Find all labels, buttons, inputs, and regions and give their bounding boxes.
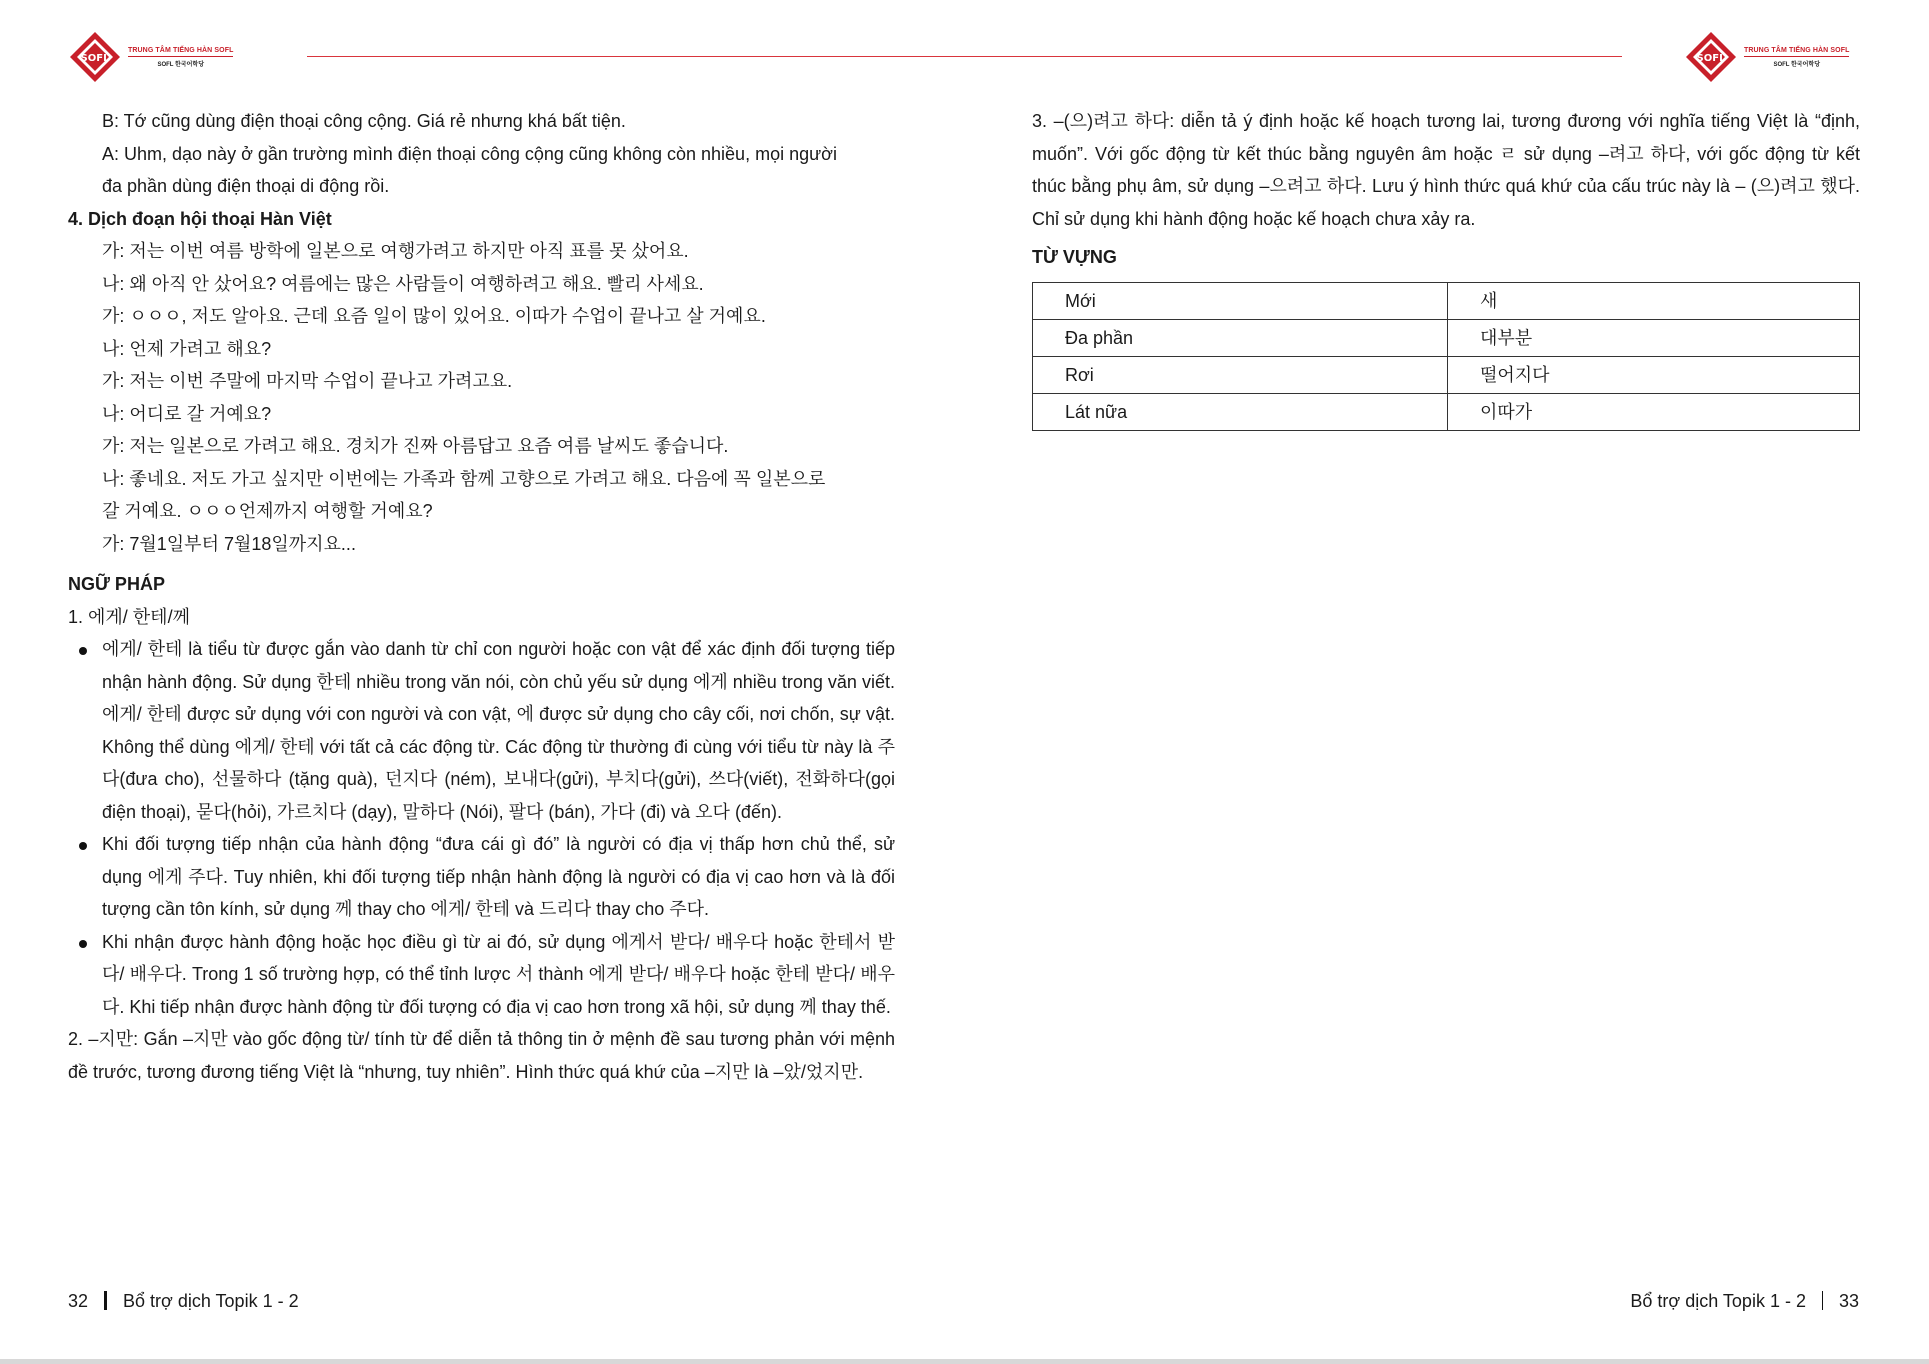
logo-right [1684, 30, 1849, 84]
footer-left [68, 1287, 299, 1315]
vocab-vi: Lát nữa [1033, 393, 1448, 430]
bullet-icon [79, 647, 87, 655]
vocab-ko: 떨어지다 [1448, 356, 1860, 393]
logo-mark-text: SOFL [80, 53, 110, 64]
logo-text [128, 47, 233, 68]
footer-right [1630, 1287, 1859, 1315]
vocab-vi: Rơi [1033, 356, 1448, 393]
korean-dialog-line: 가: 저는 이번 주말에 마지막 수업이 끝나고 가려고요. [102, 371, 513, 391]
logo-text [1744, 47, 1849, 68]
dialog-line: đa phần dùng điện thoại di động rồi. [102, 176, 390, 196]
korean-dialog-line: 갈 거예요. ㅇㅇㅇ언제까지 여행할 거예요? [102, 501, 433, 521]
korean-dialog-line: 가: 7월1일부터 7월18일까지요... [102, 533, 356, 554]
table-row [1033, 319, 1860, 356]
vocab-title: TỪ VỰNG [1032, 247, 1117, 267]
grammar3-paragraph: 3. –(으)려고 하다: diễn tả ý định hoặc kế hoạch tương lai, tương đương với nghĩa tiếng Việt là “định, muốn”. Với gốc động từ kết thúc bằng nguyên âm hoặc ㄹ sử dụng –려고 하다, với gốc động từ kết thúc bằng phụ âm, sử dụng –으려고 하다. Lưu ý hình thức quá khứ của cấu trúc này là – (으)려고 했다. Chỉ sử dụng khi hành động hoặc kế hoạch chưa xảy ra. [1032, 111, 1860, 229]
sofl-logo-icon [1684, 30, 1738, 84]
logo-name: TRUNG TÂM TIẾNG HÀN SOFL [128, 46, 234, 54]
vocab-ko: 새 [1448, 282, 1860, 319]
page-number-left: 32 [68, 1291, 89, 1311]
korean-dialog-line: 나: 좋네요. 저도 가고 싶지만 이번에는 가족과 함께 고향으로 가려고 해요. 다음에 꼭 일본으로 [102, 468, 826, 489]
vocab-vi: Đa phần [1033, 319, 1448, 356]
grammar1-title: 1. 에게/ 한테/께 [68, 606, 190, 627]
footer-title-right: Bổ trợ dịch Topik 1 - 2 [1630, 1291, 1806, 1311]
header-rule [307, 56, 1622, 57]
vocab-ko: 이따가 [1448, 393, 1860, 430]
vocab-vi: Mới [1033, 282, 1448, 319]
table-row [1033, 393, 1860, 430]
korean-dialog-line: 가: 저는 일본으로 가려고 해요. 경치가 진짜 아름답고 요즘 여름 날씨도 좋습니다. [102, 436, 729, 456]
korean-dialog-line: 나: 언제 가려고 해요? [102, 338, 272, 359]
logo-left [68, 30, 233, 84]
page-right [1032, 105, 1860, 431]
page-left [68, 105, 895, 1088]
vocab-table [1032, 282, 1860, 431]
dialog-line: B: Tớ cũng dùng điện thoại công cộng. Giá rẻ nhưng khá bất tiện. [102, 111, 626, 131]
grammar-bullet [68, 828, 895, 926]
logo-mark-text: SOFL [1696, 53, 1726, 64]
korean-dialog-line: 가: ㅇㅇㅇ, 저도 알아요. 근데 요즘 일이 많이 있어요. 이따가 수업이 끝나고 살 거예요. [102, 306, 766, 326]
grammar-bullet [68, 633, 895, 828]
page-number-right: 33 [1838, 1291, 1859, 1311]
grammar-bullet [68, 926, 895, 1024]
vocab-ko: 대부분 [1448, 319, 1860, 356]
bullet-icon [79, 940, 87, 948]
dialog-line: A: Uhm, dạo này ở gần trường mình điện thoại công cộng cũng không còn nhiều, mọi người [102, 143, 837, 164]
footer-divider [104, 1291, 107, 1310]
bullet-text: 에게/ 한테 là tiểu từ được gắn vào danh từ chỉ con người hoặc con vật để xác định đối tượng tiếp nhận hành động. Sử dụng 한테 nhiều trong văn nói, còn chủ yếu sử dụng 에게 nhiều trong văn viết. 에게/ 한테 được sử dụng với con người và con vật, 에 được sử dụng cho cây cối, nơi chốn, sự vật. Không thể dùng 에게/ 한테 với tất cả các động từ. Các động từ thường đi cùng với tiểu từ này là 주다(đưa cho), 선물하다 (tặng quà), 던지다 (ném), 보내다(gửi), 부치다(gửi), 쓰다(viết), 전화하다(gọi điện thoại), 묻다(hỏi), 가르치다 (dạy), 말하다 (Nói), 팔다 (bán), 가다 (đi) và 오다 (đến). [102, 639, 895, 822]
footer-title-left: Bổ trợ dịch Topik 1 - 2 [123, 1291, 299, 1311]
logo-name: TRUNG TÂM TIẾNG HÀN SOFL [1744, 46, 1850, 54]
section4-title: 4. Dịch đoạn hội thoại Hàn Việt [68, 208, 332, 229]
bullet-text: Khi nhận được hành động hoặc học điều gì từ ai đó, sử dụng 에게서 받다/ 배우다 hoặc 한테서 받다/ 배우다. Trong 1 số trường hợp, có thể tỉnh lược 서 thành 에게 받다/ 배우다 hoặc 한테 받다/ 배우다. Khi tiếp nhận được hành động từ đối tượng có địa vị cao hơn trong xã hội, sử dụng 께 thay thế. [102, 931, 895, 1017]
korean-dialog-line: 가: 저는 이번 여름 방학에 일본으로 여행가려고 하지만 아직 표를 못 샀어요. [102, 241, 689, 261]
bottom-edge [0, 1359, 1929, 1364]
grammar2-paragraph: 2. –지만: Gắn –지만 vào gốc động từ/ tính từ để diễn tả thông tin ở mệnh đề sau tương phản với mệnh đề trước, tương đương tiếng Việt là “nhưng, tuy nhiên”. Hình thức quá khứ của –지만 là –았/었지만. [68, 1029, 895, 1082]
table-row [1033, 282, 1860, 319]
logo-sub: SOFL 한국어학당 [1773, 61, 1820, 68]
table-row [1033, 356, 1860, 393]
korean-dialog-line: 나: 왜 아직 안 샀어요? 여름에는 많은 사람들이 여행하려고 해요. 빨리 사세요. [102, 273, 704, 294]
footer-divider [1822, 1291, 1823, 1310]
bullet-icon [79, 842, 87, 850]
sofl-logo-icon [68, 30, 122, 84]
logo-sub: SOFL 한국어학당 [157, 61, 204, 68]
grammar-title: NGỮ PHÁP [68, 574, 165, 594]
korean-dialog-line: 나: 어디로 갈 거예요? [102, 403, 272, 424]
bullet-text: Khi đối tượng tiếp nhận của hành động “đưa cái gì đó” là người có địa vị thấp hơn chủ thể, sử dụng 에게 주다. Tuy nhiên, khi đối tượng tiếp nhận hành động là người có địa vị cao hơn và là đối tượng cần tôn kính, sử dụng 께 thay cho 에게/ 한테 và 드리다 thay cho 주다. [102, 834, 895, 919]
